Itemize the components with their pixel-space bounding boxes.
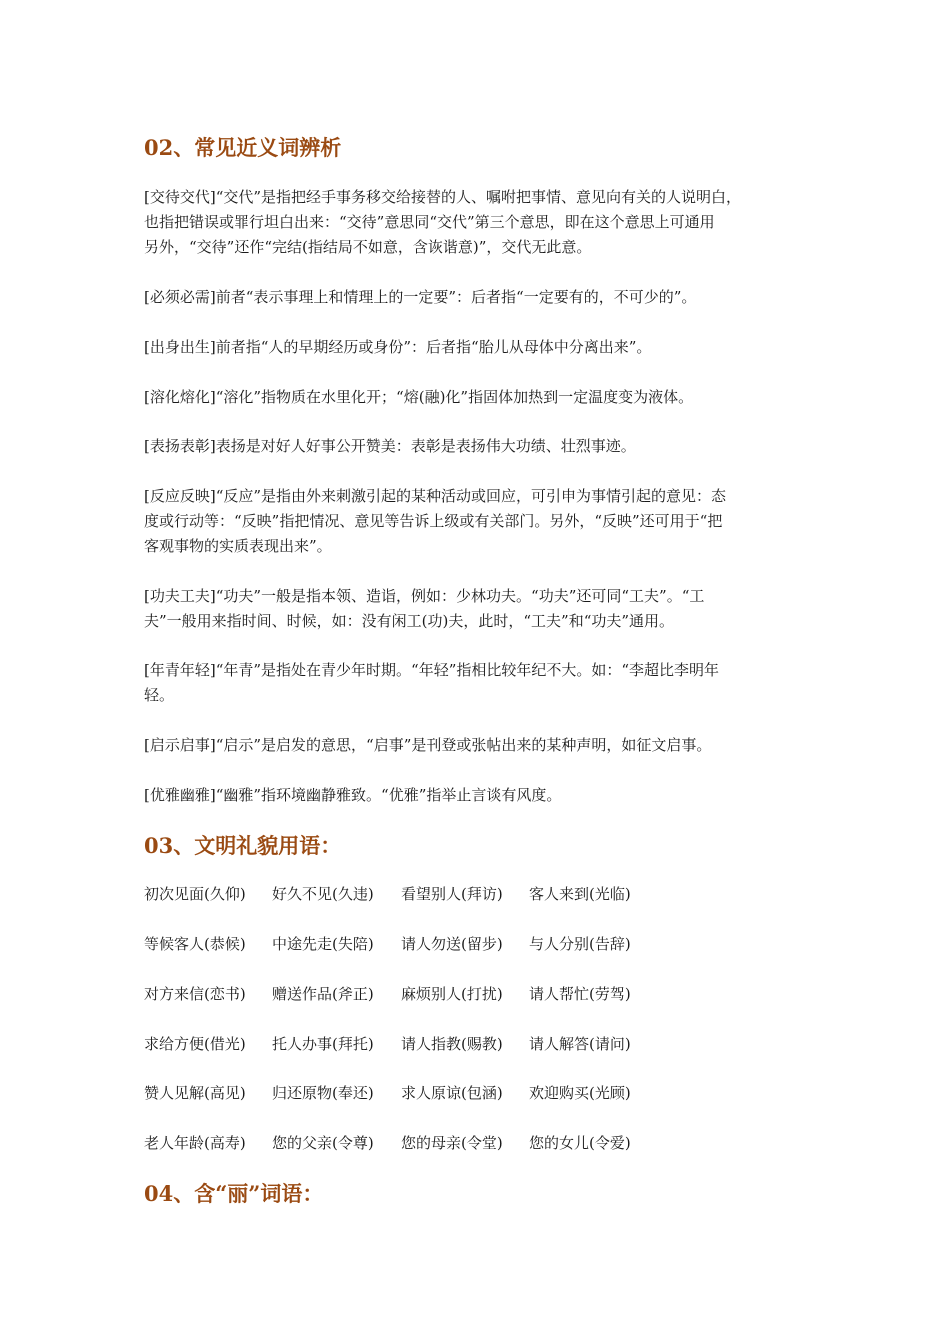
text-line: [交待交代]“交代”是指把经手事务移交给接替的人、嘱咐把事情、意见向有关的人说明白， (144, 188, 742, 206)
synonym-entry-qishi (144, 733, 812, 758)
text-line: 度或行动等：“反映”指把情况、意见等告诉上级或有关部门。另外，“反映”还可用于“把 (144, 512, 723, 530)
courtesy-term: 请人帮忙(劳驾) (529, 985, 631, 1003)
courtesy-term: 等候客人(恭候) (144, 935, 246, 953)
text-line: 夫”一般用来指时间、时候，如：没有闲工(功)夫，此时，“工夫”和“功夫”通用。 (144, 612, 675, 630)
courtesy-term: 赞人见解(高见) (144, 1084, 246, 1102)
text-line: [功夫工夫]“功夫”一般是指本领、造诣，例如：少林功夫。“功夫”还可同“工夫”。“工 (144, 587, 705, 605)
section-02-heading: 02、常见近义词辨析 (144, 135, 342, 160)
courtesy-term: 请人解答(请问) (529, 1035, 631, 1053)
text-line: 轻。 (144, 686, 175, 704)
courtesy-term: 中途先走(失陪) (272, 935, 374, 953)
courtesy-term: 请人勿送(留步) (401, 935, 503, 953)
text-line: [必须必需]前者“表示事理上和情理上的一定要”：后者指“一定要有的，不可少的”。 (144, 288, 697, 306)
synonym-entry-gongfu (144, 584, 812, 634)
synonym-entry-youya (144, 783, 812, 808)
synonym-entry-bixu (144, 285, 812, 310)
synonym-entry-chushen (144, 335, 812, 360)
courtesy-term: 赠送作品(斧正) (272, 985, 374, 1003)
text-line: [表扬表彰]表扬是对好人好事公开赞美：表彰是表扬伟大功绩、壮烈事迹。 (144, 437, 636, 455)
text-line: 也指把错误或罪行坦白出来：“交待”意思同“交代”第三个意思，即在这个意思上可通用 (144, 213, 715, 231)
courtesy-term: 麻烦别人(打扰) (401, 985, 503, 1003)
text-line: 客观事物的实质表现出来”。 (144, 537, 332, 555)
courtesy-term: 对方来信(恋书) (144, 985, 246, 1003)
courtesy-term: 求给方便(借光) (144, 1035, 246, 1053)
synonym-entry-nianqing (144, 658, 812, 708)
courtesy-term: 托人办事(拜托) (272, 1035, 374, 1053)
courtesy-term: 与人分别(告辞) (529, 935, 631, 953)
courtesy-term: 请人指教(赐教) (401, 1035, 503, 1053)
synonym-entry-ronghua (144, 385, 812, 410)
text-line: [年青年轻]“年青”是指处在青少年时期。“年轻”指相比较年纪不大。如：“李超比李明年 (144, 661, 720, 679)
courtesy-term: 归还原物(奉还) (272, 1084, 374, 1102)
text-line: [溶化熔化]“溶化”指物质在水里化开；“熔(融)化”指固体加热到一定温度变为液体。 (144, 388, 694, 406)
synonym-entry-fanying (144, 484, 812, 559)
text-line: 另外，“交待”还作“完结(指结局不如意，含诙谐意)”，交代无此意。 (144, 238, 592, 256)
courtesy-term: 客人来到(光临) (529, 885, 631, 903)
synonym-entry-jiaodai (144, 185, 812, 260)
courtesy-term: 看望别人(拜访) (401, 885, 503, 903)
text-line: [启示启事]“启示”是启发的意思，“启事”是刊登或张帖出来的某种声明，如征文启事。 (144, 736, 712, 754)
text-line: [反应反映]“反应”是指由外来刺激引起的某种活动或回应，可引申为事情引起的意见：态 (144, 487, 727, 505)
text-line: [出身出生]前者指“人的早期经历或身份”：后者指“胎儿从母体中分离出来”。 (144, 338, 652, 356)
courtesy-term: 欢迎购买(光顾) (529, 1084, 631, 1102)
section-03-heading: 03、文明礼貌用语： (144, 833, 342, 858)
synonym-entry-biaoyang (144, 434, 812, 459)
courtesy-term: 您的父亲(令尊) (272, 1134, 374, 1152)
section-04-heading: 04、含“丽”词语： (144, 1181, 324, 1206)
courtesy-term: 初次见面(久仰) (144, 885, 246, 903)
courtesy-term: 好久不见(久违) (272, 885, 374, 903)
text-line: [优雅幽雅]“幽雅”指环境幽静雅致。“优雅”指举止言谈有风度。 (144, 786, 562, 804)
courtesy-term: 您的母亲(令堂) (401, 1134, 503, 1152)
courtesy-term: 老人年龄(高寿) (144, 1134, 246, 1152)
courtesy-term: 您的女儿(令爱) (529, 1134, 631, 1152)
courtesy-term: 求人原谅(包涵) (401, 1084, 503, 1102)
